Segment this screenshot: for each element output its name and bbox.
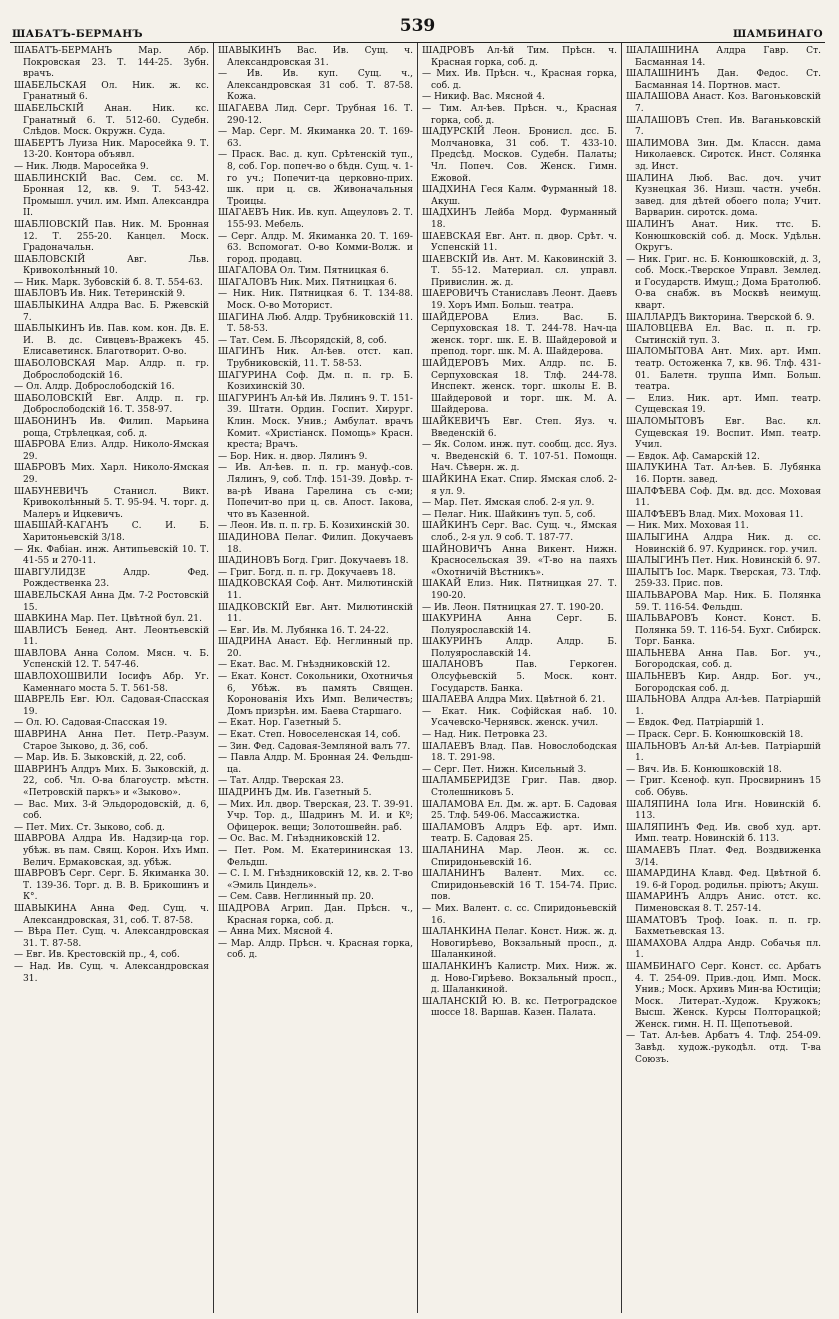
directory-entry: — Ник. Людв. Маросейка 9. bbox=[14, 161, 149, 172]
directory-entry: — Евг. Ив. Крестовскій пр., 4, соб. bbox=[14, 950, 180, 961]
directory-entry: ШАГАЛОВЪ Ник. Мих. Пятницкая 6. bbox=[218, 277, 397, 288]
directory-entry: ШАДХИНА Геся Калм. Фурманный 18. Акуш. bbox=[422, 185, 617, 207]
directory-entry: — Тат. Ал-ѣев. Арбатъ 4. Тлф. 254-09. Завѣд. худож.-рукодѣл. отд. Т-ва Союзъ. bbox=[626, 1031, 821, 1065]
directory-entry: ШАЛЬНОВЪ Ал-ѣй Ал-ѣев. Патріаршій 1. bbox=[626, 741, 821, 764]
directory-entry: ШАВГУЛИДЗЕ Алдр. Фед. Рождественка 23. bbox=[14, 567, 209, 590]
directory-entry: ШАМАЕВЪ Плат. Фед. Воздвиженка 3/14. bbox=[626, 845, 821, 868]
directory-entry: ШАЛАМОВА Ел. Дм. ж. арт. Б. Садовая 25. Тлф. 549-06. Массажистка. bbox=[422, 799, 617, 822]
directory-entry: — Ив. Ал-ѣев. п. п. гр. мануф.-сов. Лялинъ, 9, соб. Тлф. 151-39. Довѣр. т-ва-рѣ Ивана Гарелина съ с-ми; Попечит-во при ц. св. Апост. Іакова, что въ Казенной. bbox=[218, 463, 413, 520]
directory-entry: ШАБШАЙ-КАГАНЪ С. И. Б. Харитоньевскій 3/18. bbox=[14, 521, 209, 543]
directory-entry: ШАГИНА Люб. Алдр. Трубниковскій 11. Т. 58-53. bbox=[218, 312, 413, 335]
directory-entry: — Екат. Ник. Софійская наб. 10. Усачевско-Чернявск. женск. учил. bbox=[422, 706, 617, 729]
directory-entry: ШАЛФѢЕВЪ Влад. Мих. Моховая 11. bbox=[626, 509, 804, 520]
directory-entry: — Вѣра Пет. Сущ. ч. Александровская 31. Т. 87-58. bbox=[14, 927, 209, 949]
directory-entry: ШАДИНОВА Пелаг. Филип. Докучаевъ 18. bbox=[218, 532, 413, 555]
directory-entry: ШАДРИНЪ Дм. Ив. Газетный 5. bbox=[218, 788, 372, 798]
directory-entry: ШАГАЕВА Лид. Серг. Трубная 16. Т. 290-12. bbox=[218, 103, 413, 126]
directory-entry: ШАБЛЫКИНЪ Ив. Пав. ком. кон. Дв. Е. И. В. дс. Сивцевъ-Вражекъ 45. Елисаветинск. Благотворит. О-во. bbox=[14, 324, 209, 358]
directory-entry: — Ив. Леон. Пятницкая 27. Т. 190-20. bbox=[422, 602, 604, 613]
directory-entry: ШАЕВСКІЙ Ив. Ант. М. Каковинскій 3. Т. 55-12. Материал. сл. управл. Привислин. ж. д. bbox=[422, 254, 617, 288]
page-header bbox=[10, 10, 825, 40]
directory-entry: ШАГИНЪ Ник. Ал-ѣев. отст. кап. Трубниковскій, 11. Т. 58-53. bbox=[218, 347, 413, 370]
directory-entry: — Ив. Ив. куп. Сущ. ч., Александровская 31 соб. Т. 87-58. Кожа. bbox=[218, 69, 413, 103]
directory-entry: ШАЙКЕВИЧЪ Евг. Степ. Яуз. ч. Введенскій 6. bbox=[422, 417, 617, 439]
directory-entry: — Тат. Алдр. Тверская 23. bbox=[218, 776, 344, 787]
directory-entry: — Ол. Алдр. Доброслободскій 16. bbox=[14, 382, 175, 393]
directory-entry: — Григ. Ксеноф. куп. Просвирнинъ 15 соб. Обувь. bbox=[626, 776, 821, 798]
directory-entry: ШАЛЬВАРОВА Мар. Ник. Б. Полянка 59. Т. 116-54. Фельдш. bbox=[626, 590, 821, 613]
directory-entry: ШАДКОВСКАЯ Соф. Ант. Милютинскій 11. bbox=[218, 579, 413, 601]
directory-entry: — Мих. Ив. Прѣсн. ч., Красная горка, соб. д. bbox=[422, 69, 617, 91]
directory-entry: ШАДХИНЪ Лейба Морд. Фурманный 18. bbox=[422, 208, 617, 230]
directory-entry: — Мих. Ил. двор. Тверская, 23. Т. 39-91. Учр. Тор. д., Шадринъ М. И. и Кº; Офицерок. вещи; Золотошвейн. раб. bbox=[218, 799, 413, 833]
directory-entry: — Пелаг. Ник. Шайкинъ туп. 5, соб. bbox=[422, 509, 596, 520]
directory-entry: — Над. Ив. Сущ. ч. Александровская 31. bbox=[14, 961, 209, 984]
directory-entry: — С. I. М. Гнѣздниковскій 12, кв. 2. Т-во «Эмиль Циндель». bbox=[218, 869, 413, 891]
directory-entry: — Над. Ник. Петровка 23. bbox=[422, 730, 548, 741]
directory-entry: — Вяч. Ив. Б. Конюшковскій 18. bbox=[626, 764, 782, 775]
directory-entry: ШАЛАЕВЪ Влад. Пав. Новослободская 18. Т. 291-98. bbox=[422, 741, 617, 764]
directory-entry: ШАБЛОВСКІЙ Авг. Льв. Кривоколѣнный 10. bbox=[14, 254, 209, 277]
directory-entry: ШАЛАНИНЪ Валент. Мих. сс. Спиридоньевскій 16 Т. 154-74. Прис. пов. bbox=[422, 869, 617, 903]
directory-entry: ШАЛАНКИНЪ Калистр. Мих. Ниж. ж. д. Ново-Гирѣево. Вокзальный просп., д. Шаланкиной. bbox=[422, 961, 617, 996]
directory-entry: ШАБОЛОВСКАЯ Мар. Алдр. п. гр. Доброслободскій 16. bbox=[14, 359, 209, 381]
directory-entry: ШАЕВСКАЯ Евг. Ант. п. двор. Срѣт. ч. Успенскій 11. bbox=[422, 231, 617, 254]
directory-entry: ШАЛЬНЕВА Анна Пав. Бог. уч., Богородская, соб. д. bbox=[626, 648, 821, 671]
directory-entry: ШАЛЯПИНА Іола Игн. Новинскій б. 113. bbox=[626, 799, 821, 822]
directory-entry: ШАБЛОВЪ Ив. Ник. Тетеринскій 9. bbox=[14, 289, 186, 300]
directory-entry: — Екат. Степ. Новоселенская 14, соб. bbox=[218, 730, 401, 741]
directory-entry: ШАДРИНА Анаст. Еф. Неглинный пр. 20. bbox=[218, 637, 413, 659]
directory-entry: ШАЛЛАРДЪ Викторина. Тверской б. 9. bbox=[626, 312, 815, 323]
column-4 bbox=[621, 43, 825, 1313]
directory-entry: ШАЛАЕВА Алдра Мих. Цвѣтной б. 21. bbox=[422, 695, 606, 706]
directory-entry: — Ник. Марк. Зубовскій б. 8. Т. 554-63. bbox=[14, 277, 203, 288]
directory-entry: — Мих. Валент. с. сс. Спиридоньевскій 16. bbox=[422, 903, 617, 926]
directory-entry: ШАЛАНОВЪ Пав. Геркоген. Олсуфьевскій 5. Моск. конт. Государств. Банка. bbox=[422, 660, 617, 694]
directory-entry: ШАЛЫТЪ Іос. Марк. Тверская, 73. Тлф. 259-33. Прис. пов. bbox=[626, 567, 821, 590]
directory-entry: — Серг. Алдр. М. Якиманка 20. Т. 169-63. Вспомогат. О-во Комми-Волж. и город. продавц. bbox=[218, 231, 413, 265]
directory-entry: ШАБАТЪ-БЕРМАНЪ Мар. Абр. Покровская 23. Т. 144-25. Зубн. врачъ. bbox=[14, 46, 209, 80]
directory-entry: ШАБОНИНЪ Ив. Филип. Марьина роща, Стрѣлецкая, соб. д. bbox=[14, 417, 209, 439]
directory-entry: — Зин. Фед. Садовая-Земляной валъ 77. bbox=[218, 741, 411, 752]
directory-entry: ШАМАРИНЪ Алдръ Анис. отст. кс. Пименовская 8. Т. 257-14. bbox=[626, 892, 821, 914]
directory-entry: — Ник. Мих. Моховая 11. bbox=[626, 521, 749, 532]
directory-entry: ШАЕРОВИЧЪ Станиславъ Леонт. Даевъ 19. Хоръ Имп. Больш. театра. bbox=[422, 289, 617, 312]
directory-entry: ШАЛОМЫТОВА Ант. Мих. арт. Имп. театр. Остоженка 7, кв. 96. Тлф. 431-01. Балетн. труппа Имп. Больш. театра. bbox=[626, 347, 821, 393]
directory-entry: — Елиз. Ник. арт. Имп. театр. Сущевская 19. bbox=[626, 393, 821, 416]
directory-entry: — Мар. Пет. Ямская слоб. 2-я ул. 9. bbox=[422, 498, 595, 509]
directory-entry: ШАЛАШНИНЪ Дан. Федос. Ст. Басманная 14. Портнов. маст. bbox=[626, 69, 821, 91]
directory-entry: ШАВРИНА Анна Пет. Петр.-Разум. Старое Зыково, д. 36, соб. bbox=[14, 730, 209, 752]
directory-entry: ШАЙКИНЪ Серг. Вас. Сущ. ч., Ямская слоб., 2-я ул. 9 соб. Т. 187-77. bbox=[422, 521, 617, 543]
directory-entry: — Ник. Григ. нс. Б. Конюшковскій, д. 3, соб. Моск.-Тверское Управл. Землед. и Государств. Имущ.; Дома Братолюб. О-ва снабж. въ Москвѣ неимущ. кварт. bbox=[626, 254, 821, 312]
directory-entry: — Серг. Пет. Нижн. Кисельный 3. bbox=[422, 764, 587, 775]
columns bbox=[10, 43, 825, 1313]
directory-entry: ШАБОЛОВСКІЙ Евг. Алдр. п. гр. Доброслободскій 16. Т. 358-97. bbox=[14, 393, 209, 416]
directory-entry: ШАДРОВЪ Ал-ѣй Тим. Прѣсн. ч. Красная горка, соб. д. bbox=[422, 46, 617, 68]
directory-entry: ШАВКИНА Мар. Пет. Цвѣтной бул. 21. bbox=[14, 614, 202, 625]
directory-entry: — Тат. Сем. Б. Лѣсорядскій, 8, соб. bbox=[218, 335, 387, 346]
directory-entry: ШАБЛІОВСКІЙ Пав. Ник. М. Бронная 12. Т. 255-20. Канцел. Моск. Градоначальн. bbox=[14, 219, 209, 254]
directory-entry: ШАБЛИНСКІЙ Вас. Сем. сс. М. Бронная 12, кв. 9. Т. 543-42. Промышл. учил. им. Имп. Александра II. bbox=[14, 173, 209, 219]
directory-entry: — Мар. Серг. М. Якиманка 20. Т. 169-63. bbox=[218, 127, 413, 149]
directory-entry: ШАМАХОВА Алдра Андр. Собачья пл. 1. bbox=[626, 938, 821, 961]
directory-entry: ШАЛАНСКІЙ Ю. В. кс. Петроградское шоссе 18. Варшав. Казен. Палата. bbox=[422, 996, 617, 1019]
directory-entry: ШАБУНЕВИЧЪ Станисл. Викт. Кривоколѣнный 5. Т. 95-94. Ч. торг. д. Малеръ и Ицкевичъ. bbox=[14, 486, 209, 520]
column-3 bbox=[417, 43, 621, 1313]
directory-entry: ШАМБИНАГО Серг. Конст. сс. Арбатъ 4. Т. 254-09. Прив.-доц. Имп. Моск. Унив.; Моск. Архивъ Мин-ва Юстиціи; Моск. Литерат.-Худож. Кружокъ; Высш. Женск. Курсы Полторацкой; Женск. гимн. Н. П. Щепотьевой. bbox=[626, 961, 821, 1030]
directory-entry: ШАВЛИСЪ Бенед. Ант. Леонтьевскій 11. bbox=[14, 625, 209, 648]
directory-entry: ШАЛЯПИНЪ Фед. Ив. своб худ. арт. Имп. театр. Новинскій б. 113. bbox=[626, 822, 821, 845]
directory-entry: ШАВЛОВА Анна Солом. Мясн. ч. Б. Успенскій 12. Т. 547-46. bbox=[14, 648, 209, 671]
directory-entry: — Праск. Серг. Б. Конюшковскій 18. bbox=[626, 730, 804, 741]
directory-entry: — Леон. Ив. п. п. гр. Б. Козихинскій 30. bbox=[218, 521, 410, 532]
directory-entry: ШАЛАШОВЪ Степ. Ив. Ваганьковскій 7. bbox=[626, 115, 821, 138]
directory-entry: ШАДИНОВЪ Богд. Григ. Докучаевъ 18. bbox=[218, 556, 409, 567]
directory-entry: ШАКАЙ Елиз. Ник. Пятницкая 27. Т. 190-20. bbox=[422, 579, 617, 601]
directory-entry: — Ос. Вас. М. Гнѣздниковскій 12. bbox=[218, 834, 381, 845]
directory-entry: ШАЙДЕРОВЪ Мих. Алдр. пс. Б. Серпуховская 18. Тлф. 244-78. Инспект. женск. торг. школы Е. В. Шайдеровой и торг. шк. М. А. Шайдерова. bbox=[422, 359, 617, 416]
directory-entry: ШАДУРСКІЙ Леон. Бронисл. дсс. Б. Молчановка, 31 соб. Т. 433-10. Предсѣд. Москов. Судебн. Палаты; Чл. Попеч. Сов. Женск. Гимн. Ежовой. bbox=[422, 127, 617, 184]
directory-entry: ШАВРОВЪ Серг. Серг. Б. Якиманка 30. Т. 139-36. Торг. д. В. В. Брикошинъ и К°. bbox=[14, 869, 209, 903]
directory-entry: — Ол. Ю. Садовая-Спасская 19. bbox=[14, 718, 168, 729]
directory-entry: — Тим. Ал-ѣев. Прѣсн. ч., Красная горка, соб. д. bbox=[422, 103, 617, 126]
directory-entry: ШАБЕРТЪ Луиза Ник. Маросейка 9. Т. 13-20. Контора объявл. bbox=[14, 138, 209, 161]
directory-entry: ШАМАРДИНА Клавд. Фед. Цвѣтной б. 19. 6-й Город. родильн. пріютъ; Акуш. bbox=[626, 869, 821, 891]
directory-entry: ШАВЛОХОШВИЛИ Іосифъ Абр. Уг. Каменнаго моста 5. Т. 561-58. bbox=[14, 672, 209, 694]
directory-entry: ШАГАЛОВА Ол. Тим. Пятницкая 6. bbox=[218, 266, 389, 277]
directory-entry: — Евдок. Фед. Патріаршій 1. bbox=[626, 718, 764, 729]
directory-entry: — Григ. Богд. п. п. гр. Докучаевъ 18. bbox=[218, 567, 396, 578]
directory-entry: ШАВЕЛЬСКАЯ Анна Дм. 7-2 Ростовскій 15. bbox=[14, 590, 209, 613]
directory-entry: ШАЛАШНИНА Алдра Гавр. Ст. Басманная 14. bbox=[626, 46, 821, 68]
directory-entry: ШАЛАШОВА Анаст. Коз. Вагоньковскій 7. bbox=[626, 92, 821, 114]
directory-entry: ШАЙНОВИЧЪ Анна Викент. Нижн. Красносельская 39. «Т-во на паяхъ «Охотничій Вѣстникъ». bbox=[422, 544, 617, 578]
directory-entry: ШАМАТОВЪ Троф. Іоак. п. п. гр. Бахметьевская 13. bbox=[626, 915, 821, 938]
directory-entry: ШАЛИНЪ Анат. Ник. ттс. Б. Конюшковскій соб. д. Моск. Удѣльн. Округъ. bbox=[626, 219, 821, 254]
directory-entry: ШАКУРИНА Анна Серг. Б. Полуярославскій 14. bbox=[422, 614, 617, 636]
directory-entry: ШАГАЕВЪ Ник. Ив. куп. Ащеуловъ 2. Т. 155-93. Мебель. bbox=[218, 208, 413, 230]
directory-entry: — Бор. Ник. н. двор. Лялинъ 9. bbox=[218, 451, 368, 462]
directory-entry: ШАБЕЛЬСКІЙ Анан. Ник. кс. Гранатный 6. Т. 512-60. Судебн. Слѣдов. Моск. Окружн. Суда. bbox=[14, 103, 209, 138]
column-2 bbox=[213, 43, 417, 1313]
directory-entry: ШАЛЬНЕВЪ Кир. Андр. Бог. уч., Богородская соб. д. bbox=[626, 672, 821, 694]
directory-entry: ШАЛФѢЕВА Соф. Дм. вд. дсс. Моховая 11. bbox=[626, 486, 821, 509]
directory-entry: ШАЛОВЦЕВА Ел. Вас. п. п. гр. Сытинскій туп. 3. bbox=[626, 324, 821, 346]
page-number: 539 bbox=[399, 16, 436, 36]
directory-entry: — Мар. Алдр. Прѣсн. ч. Красная горка, соб. д. bbox=[218, 938, 413, 961]
directory-entry: ШАВЫКИНЪ Вас. Ив. Сущ. ч. Александровская 31. bbox=[218, 46, 413, 68]
running-head-left: ШАБАТЪ-БЕРМАНЪ bbox=[12, 28, 143, 40]
directory-entry: ШАЛИМОВА Зин. Дм. Классн. дама Николаевск. Сиротск. Инст. Солянка зд. Инст. bbox=[626, 138, 821, 172]
directory-entry: ШАЛАНКИНА Пелаг. Конст. Ниж. ж. д. Новогирѣево, Вокзальный просп., д. Шаланкиной. bbox=[422, 927, 617, 961]
directory-entry: ШАЛОМЫТОВЪ Евг. Вас. кл. Сущевская 19. Воспит. Имп. театр. Учил. bbox=[626, 417, 821, 451]
directory-entry: — Анна Мих. Мясной 4. bbox=[218, 927, 333, 938]
running-head-right: ШАМБИНАГО bbox=[733, 28, 823, 40]
directory-entry: ШАЛУКИНА Тат. Ал-ѣев. Б. Лубянка 16. Портн. завед. bbox=[626, 463, 821, 485]
directory-entry: ШАЛИНА Люб. Вас. доч. учит Кузнецкая 36. Низш. частн. учебн. завед. для дѣтей обоего пола; Учит. Варварин. сиротск. дома. bbox=[626, 173, 821, 219]
directory-entry: ШАВЫКИНА Анна Фед. Сущ. ч. Александровская, 31, соб. Т. 87-58. bbox=[14, 903, 209, 926]
directory-entry: — Вас. Мих. 3-й Эльдородовскій, д. 6, соб. bbox=[14, 799, 209, 822]
directory-entry: ШАДКОВСКІЙ Евг. Ант. Милютинскій 11. bbox=[218, 602, 413, 625]
directory-entry: — Праск. Вас. д. куп. Срѣтенскій туп., 8, соб. Гор. попеч-во о бѣдн. Сущ. ч. 1-го уч.; Попечит-ца церковно-прих. шк. при ц. св. Живоначальныя Троицы. bbox=[218, 150, 414, 207]
directory-entry: — Як. Солом. инж. пут. сообщ. дсс. Яуз. ч. Введенскій 6. Т. 107-51. Помощн. Нач. Сѣверн. ж. д. bbox=[422, 440, 617, 474]
directory-entry: — Пет. Мих. Ст. Зыково, соб. д. bbox=[14, 822, 165, 833]
directory-entry: ШАВРОВА Алдра Ив. Надзир-ца гор. убѣж. въ пам. Свящ. Корон. Ихъ Имп. Велич. Ермаковская, зд. убѣж. bbox=[14, 834, 209, 868]
directory-entry: ШАБРОВА Елиз. Алдр. Николо-Ямская 29. bbox=[14, 440, 209, 462]
directory-entry: — Як. Фабіан. инж. Антипьевскій 10. Т. 41-55 и 270-11. bbox=[14, 544, 209, 567]
directory-entry: — Евг. Ив. М. Лубянка 16. Т. 24-22. bbox=[218, 625, 389, 636]
directory-entry: ШАЛЬНОВА Алдра Ал-ѣев. Патріаршій 1. bbox=[626, 695, 821, 717]
directory-entry: ШАВРЕЛЬ Евг. Юл. Садовая-Спасская 19. bbox=[14, 695, 209, 717]
directory-entry: ШАЛАМБЕРИДЗЕ Григ. Пав. двор. Столешниковъ 5. bbox=[422, 776, 617, 798]
directory-entry: ШАВРИНЪ Алдръ Мих. Б. Зыковскій, д. 22, соб. Чл. О-ва благоустр. мѣстн. «Петровскій паркъ» и «Зыково». bbox=[14, 764, 209, 798]
directory-entry: ШАБРОВЪ Мих. Харл. Николо-Ямская 29. bbox=[14, 463, 209, 485]
directory-entry: — Мар. Ив. Б. Зыковскій, д. 22, соб. bbox=[14, 753, 186, 764]
directory-entry: ШАЙКИНА Екат. Спир. Ямская слоб. 2-я ул. 9. bbox=[422, 474, 617, 497]
directory-entry: — Никиф. Вас. Мясной 4. bbox=[422, 92, 545, 103]
directory-entry: ШАБЛЫКИНА Алдра Вас. Б. Ржевскій 7. bbox=[14, 301, 209, 323]
directory-entry: ШАБЕЛЬСКАЯ Ол. Ник. ж. кс. Гранатный 6. bbox=[14, 80, 209, 103]
directory-entry: — Екат. Вас. М. Гнѣздниковскій 12. bbox=[218, 660, 391, 671]
directory-entry: — Екат. Конст. Сокольники, Охотничья 6, Убѣж. въ память Священ. Коронованія Ихъ Имп. Величествъ; Домъ призрѣн. им. Баева Старшаго. bbox=[218, 672, 413, 717]
directory-entry: — Екат. Нор. Газетный 5. bbox=[218, 718, 342, 729]
directory-entry: — Павла Алдр. М. Бронная 24. Фельдш-ца. bbox=[218, 753, 413, 775]
directory-entry: — Евдок. Аф. Самарскій 12. bbox=[626, 451, 760, 462]
directory-entry: ШАЛЫГИНЪ Пет. Ник. Новинскій б. 97. bbox=[626, 556, 821, 567]
directory-entry: — Пет. Ром. М. Екатерининская 13. Фельдш. bbox=[218, 845, 413, 868]
column-1 bbox=[10, 43, 213, 1313]
directory-entry: — Сем. Савв. Неглинный пр. 20. bbox=[218, 892, 374, 903]
directory-entry: ШАГУРИНА Соф. Дм. п. п. гр. Б. Козихинскій 30. bbox=[218, 370, 413, 393]
directory-entry: ШАЛАМОВЪ Алдръ Еф. арт. Имп. театр. Б. Садовая 25. bbox=[422, 822, 617, 845]
directory-entry: ШАЛЫГИНА Алдра Ник. д. сс. Новинскій б. 97. Кудринск. гор. учил. bbox=[626, 532, 821, 555]
directory-entry: ШАЛАНИНА Мар. Леон. ж. сс. Спиридоньевскій 16. bbox=[422, 845, 617, 868]
directory-entry: ШАЙДЕРОВА Елиз. Вас. Б. Серпуховская 18. Т. 244-78. Нач-ца женск. торг. шк. Е. В. Шайдеровой и препод. торг. шк. М. А. Шайдерова. bbox=[422, 312, 617, 358]
directory-entry: ШАКУРИНЪ Алдр. Алдр. Б. Полуярославскій 14. bbox=[422, 637, 617, 659]
directory-entry: ШАДРОВА Агрип. Дан. Прѣсн. ч., Красная горка, соб. д. bbox=[218, 903, 413, 926]
directory-entry: ШАЛЬВАРОВЪ Конст. Конст. Б. Полянка 59. Т. 116-54. Бухг. Сибирск. Торг. Банка. bbox=[626, 614, 821, 648]
directory-entry: ШАГУРИНЪ Ал-ѣй Ив. Лялинъ 9. Т. 151-39. Штатн. Ордин. Госпит. Хирург. Клин. Моск. Унив.; Амбулат. врачъ Комит. «Христіанск. Помощь» Красн. креста; Врачъ. bbox=[218, 393, 413, 451]
directory-entry: — Ник. Ник. Пятницкая 6. Т. 134-88. Моск. О-во Моторист. bbox=[218, 289, 413, 312]
